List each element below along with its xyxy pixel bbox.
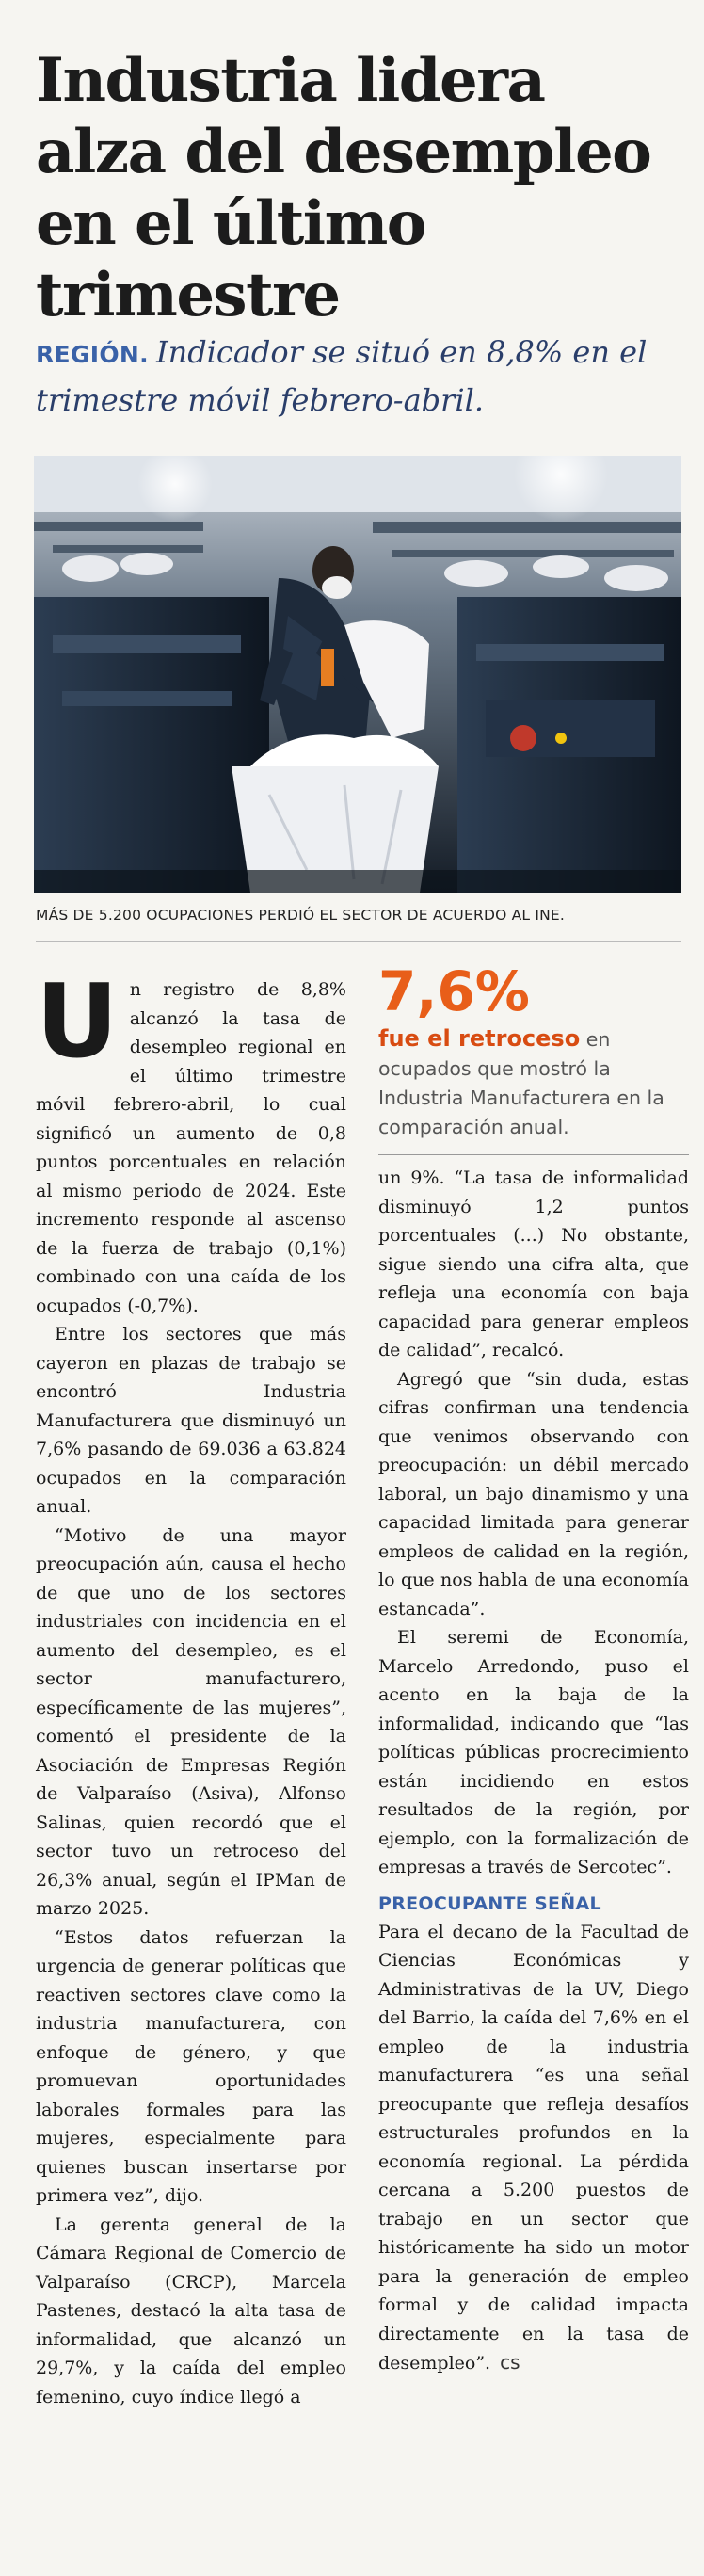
headline: Industria lidera alza del desempleo en el último trimestre: [36, 45, 651, 330]
pull-quote-lead: fue el retroceso: [378, 1025, 581, 1052]
paragraph-text: Para el decano de la Facultad de Ciencias Económicas y Administrativas de la UV, Diego del Barrio, la caída del 7,6% en el empleo de la industria manufacturera “es una señal preocupante que refleja desafíos estructurales profundos en la economía regional. La pérdida cercana a 5.200 puestos de trabajo en un sector que históricamente ha sido un motor para la generación de empleo formal y de calidad impacta directamente en la tasa de desempleo”.: [378, 1921, 689, 2374]
deck: [36, 330, 685, 423]
body-paragraph: El seremi de Economía, Marcelo Arredondo, puso el acento en la baja de la informalidad, indicando que “las políticas públicas procrecimiento están incidiendo en estos resultados de la región, por ejemplo, con la formalización de empresas a través de Sercotec”.: [378, 1627, 689, 1877]
lead-paragraph: [36, 963, 346, 1320]
body-paragraph: un 9%. “La tasa de informalidad disminuyó 1,2 puntos porcentuales (...) No obstante, sigue siendo una cifra alta, que refleja una economía con baja capacidad para generar empleos de calidad”, recalcó.: [378, 1167, 689, 1360]
divider: [378, 1154, 689, 1155]
end-mark: cs: [500, 2351, 520, 2374]
body-paragraph: La gerenta general de la Cámara Regional de Comercio de Valparaíso (CRCP), Marcela Pastenes, destacó la alta tasa de informalidad, que alcanzó un 29,7%, y la caída del empleo femenino, cuyo índice llegó a: [36, 2214, 346, 2407]
paragraph-text: n registro de 8,8% alcanzó la tasa de desempleo regional en el último trimestre móvil febrero-abril, lo cual significó un aumento de 0,8 puntos porcentuales en relación al mismo periodo de 2024. Este incremento responde al ascenso de la fuerza de trabajo (0,1%) combinado con una caída de los ocupados (-0,7%).: [36, 979, 346, 1316]
divider: [36, 941, 681, 942]
body-paragraph: “Estos datos refuerzan la urgencia de generar políticas que reactiven sectores clave como la industria manufacturera, con enfoque de género, y que promuevan oportunidades laborales formales para las mujeres, especialmente para quienes buscan insertarse por primera vez”, dijo.: [36, 1926, 346, 2206]
pull-quote-rest: en ocupados que mostró la Industria Manufacturera en la comparación anual.: [378, 1028, 664, 1138]
deck-text: Indicador se situó en 8,8% en el trimestre móvil febrero-abril.: [36, 334, 648, 418]
pull-quote-figure: 7,6%: [378, 959, 530, 1023]
body-paragraph: Agregó que “sin duda, estas cifras confirman una tendencia que venimos observando con preocupación: un débil mercado laboral, un bajo dinamismo y una capacidad limitada para generar empleos de calidad en la región, lo que nos habla de una economía estancada”.: [378, 1368, 689, 1619]
section-tag: REGIÓN.: [36, 341, 149, 368]
left-column: [36, 963, 346, 2411]
factory-worker-photo: [34, 456, 681, 893]
body-paragraph: Entre los sectores que más cayeron en plazas de trabajo se encontró Industria Manufacturera que disminuyó un 7,6% pasando de 69.036 a 63.824 ocupados en la comparación anual.: [36, 1324, 346, 1517]
body-paragraph: [378, 1918, 689, 2378]
drop-cap: U: [36, 963, 119, 1081]
pull-quote-text: [378, 1024, 689, 1142]
pull-quote: [378, 960, 689, 1142]
body-paragraph: “Motivo de una mayor preocupación aún, causa el hecho de que uno de los sectores industriales con incidencia en el aumento del desempleo, es el sector manufacturero, específicamente de las mujeres”, comentó el presidente de la Asociación de Empresas Región de Valparaíso (Asiva), Alfonso Salinas, quien recordó que el sector tuvo un retroceso del 26,3% anual, según el IPMan de marzo 2025.: [36, 1524, 346, 1919]
subhead: PREOCUPANTE SEÑAL: [378, 1892, 601, 1914]
photo-caption: MÁS DE 5.200 OCUPACIONES PERDIÓ EL SECTOR DE ACUERDO AL INE.: [36, 907, 566, 924]
right-column: [378, 1164, 689, 2378]
